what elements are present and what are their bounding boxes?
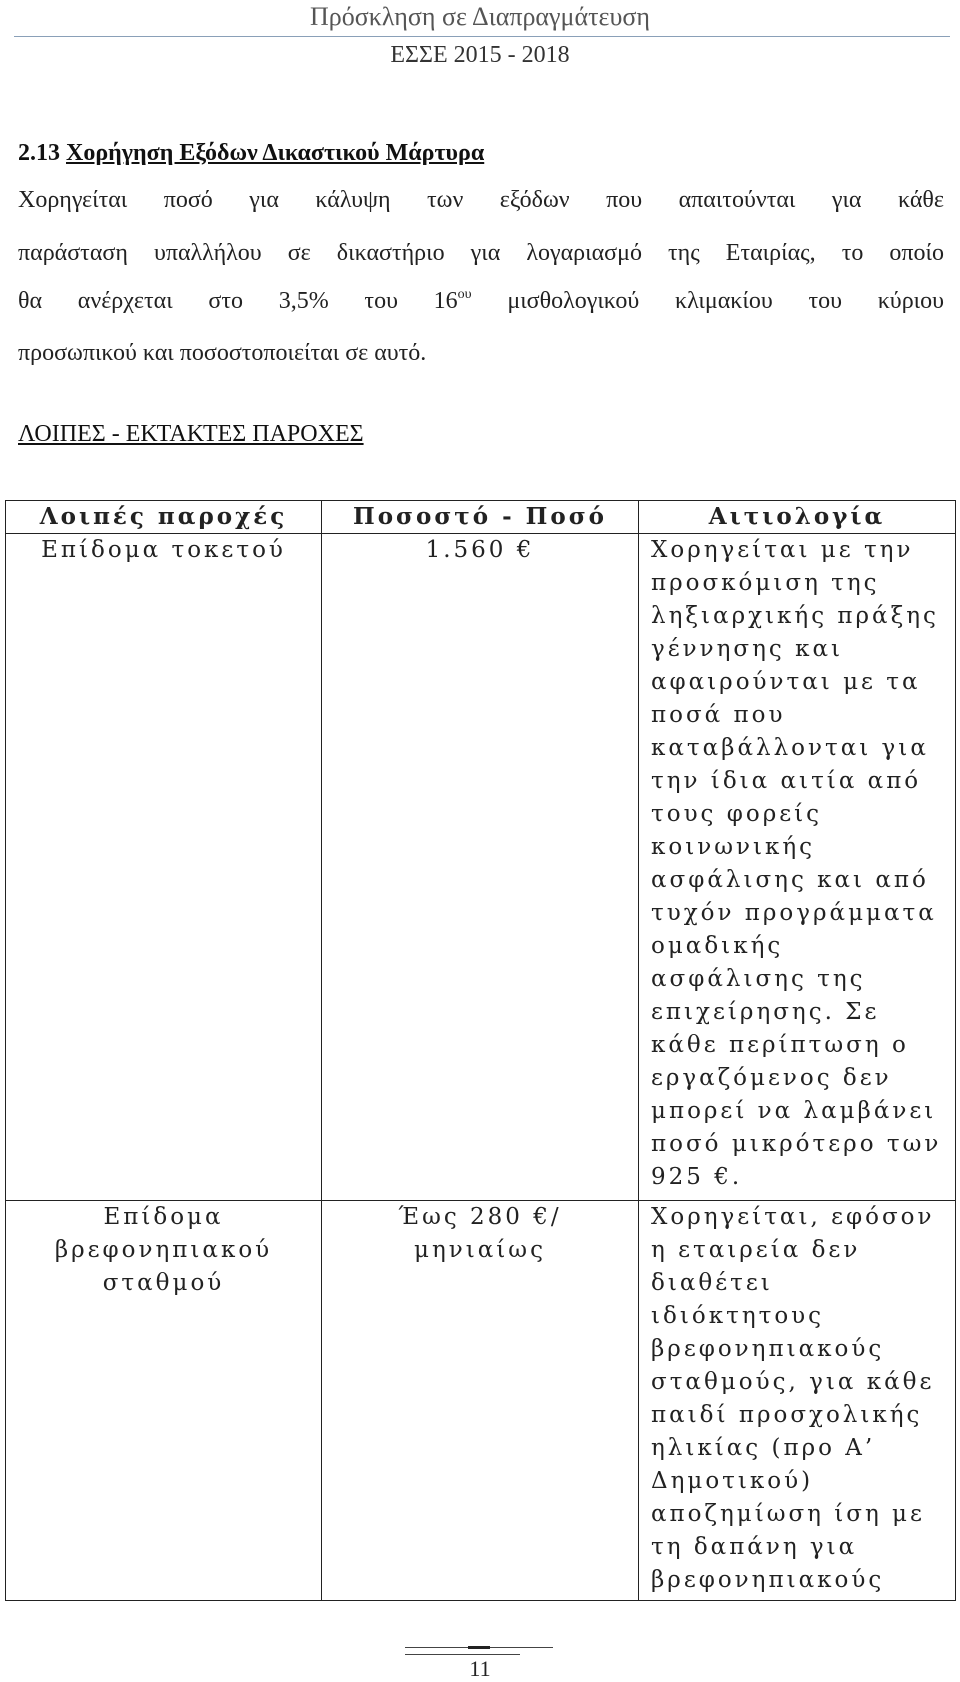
section-heading [18,140,484,167]
cell-line: 1.560 € [425,537,535,563]
reason-cell [639,534,956,1201]
benefits-table [5,500,956,1601]
cell-line: ποσά που [651,702,786,728]
table-header-row [6,501,956,534]
section-number: 2.13 [18,140,60,166]
section-title: Χορήγηση Εξόδων Δικαστικού Μάρτυρα [66,140,485,166]
paragraph-text: μισθολογικού κλιμακίου του κύριου [507,288,945,314]
page-number: 11 [469,1656,491,1681]
amount-cell [322,1201,639,1601]
paragraph-text: θα ανέρχεται στο 3,5% του 16 [18,288,458,314]
cell-line: παιδί προσχολικής [651,1402,923,1428]
cell-line: 925 €. [651,1164,743,1190]
header-title: Πρόσκληση σε Διαπραγμάτευση [310,2,650,31]
cell-line: εργαζόμενος δεν [651,1065,892,1091]
cell-line: ασφάλισης της [651,966,866,992]
header-divider [14,36,950,37]
cell-line: την ίδια αιτία από [651,768,922,794]
column-header-benefit: Λοιπές παροχές [6,501,322,534]
footer-divider [405,1654,520,1655]
reason-cell [639,1201,956,1601]
cell-line: τους φορείς [651,801,823,827]
cell-line: Επίδομα τοκετού [41,537,286,563]
cell-line: Δημοτικού) [651,1468,814,1494]
cell-line: γέννησης και [651,636,844,662]
table-row [6,1201,956,1601]
cell-line: βρεφονηπιακού [54,1237,273,1263]
cell-line: τυχόν προγράμματα [651,900,937,926]
paragraph-line: Χορηγείται ποσό για κάλυψη των εξόδων που απαιτούνται για κάθε [18,187,944,213]
cell-line: ομαδικής [651,933,784,959]
table-row [6,534,956,1201]
cell-line: η εταιρεία δεν [651,1237,861,1263]
cell-line: ληξιαρχικής πράξης [651,603,939,629]
cell-line: κάθε περίπτωση ο [651,1032,909,1058]
cell-line: τη δαπάνη για [651,1534,858,1560]
cell-line: Χορηγείται, εφόσον [651,1204,935,1230]
header-subtitle: ΕΣΣΕ 2015 - 2018 [390,42,570,68]
cell-line: καταβάλλονται για [651,735,929,761]
paragraph-line [18,287,944,315]
cell-line: βρεφονηπιακούς [651,1567,885,1593]
cell-line: επιχείρησης. Σε [651,999,880,1025]
cell-line: ηλικίας (προ Α’ [651,1435,876,1461]
cell-line: μπορεί να λαμβάνει [651,1098,937,1124]
other-benefits-heading: ΛΟΙΠΕΣ - ΕΚΤΑΚΤΕΣ ΠΑΡΟΧΕΣ [18,421,364,447]
cell-line: αφαιρούνται με τα [651,669,921,695]
cell-line: κοινωνικής [651,834,816,860]
cell-line: ιδιόκτητους [651,1303,825,1329]
cell-line: Επίδομα [103,1204,224,1230]
cell-line: ποσό μικρότερο των [651,1131,942,1157]
column-header-reason: Αιτιολογία [639,501,956,534]
cell-line: διαθέτει [651,1270,773,1296]
cell-line: αποζημίωση ίση με [651,1501,925,1527]
column-header-amount: Ποσοστό - Ποσό [322,501,639,534]
cell-line: Χορηγείται με την [651,537,914,563]
cell-line: Έως 280 €/ [398,1204,562,1230]
amount-cell [322,534,639,1201]
cell-line: σταθμού [102,1270,225,1296]
benefit-cell [6,534,322,1201]
cell-line: ασφάλισης και από [651,867,929,893]
footer-divider-mark [468,1646,490,1649]
ordinal-superscript: ου [457,287,472,302]
paragraph-line: προσωπικού και ποσοστοποιείται σε αυτό. [18,340,427,366]
paragraph-line: παράσταση υπαλλήλου σε δικαστήριο για λογαριασμό της Εταιρίας, το οποίο [18,240,944,266]
cell-line: μηνιαίως [414,1237,546,1263]
cell-line: σταθμούς, για κάθε [651,1369,935,1395]
cell-line: προσκόμιση της [651,570,880,596]
benefit-cell [6,1201,322,1601]
cell-line: βρεφονηπιακούς [651,1336,885,1362]
